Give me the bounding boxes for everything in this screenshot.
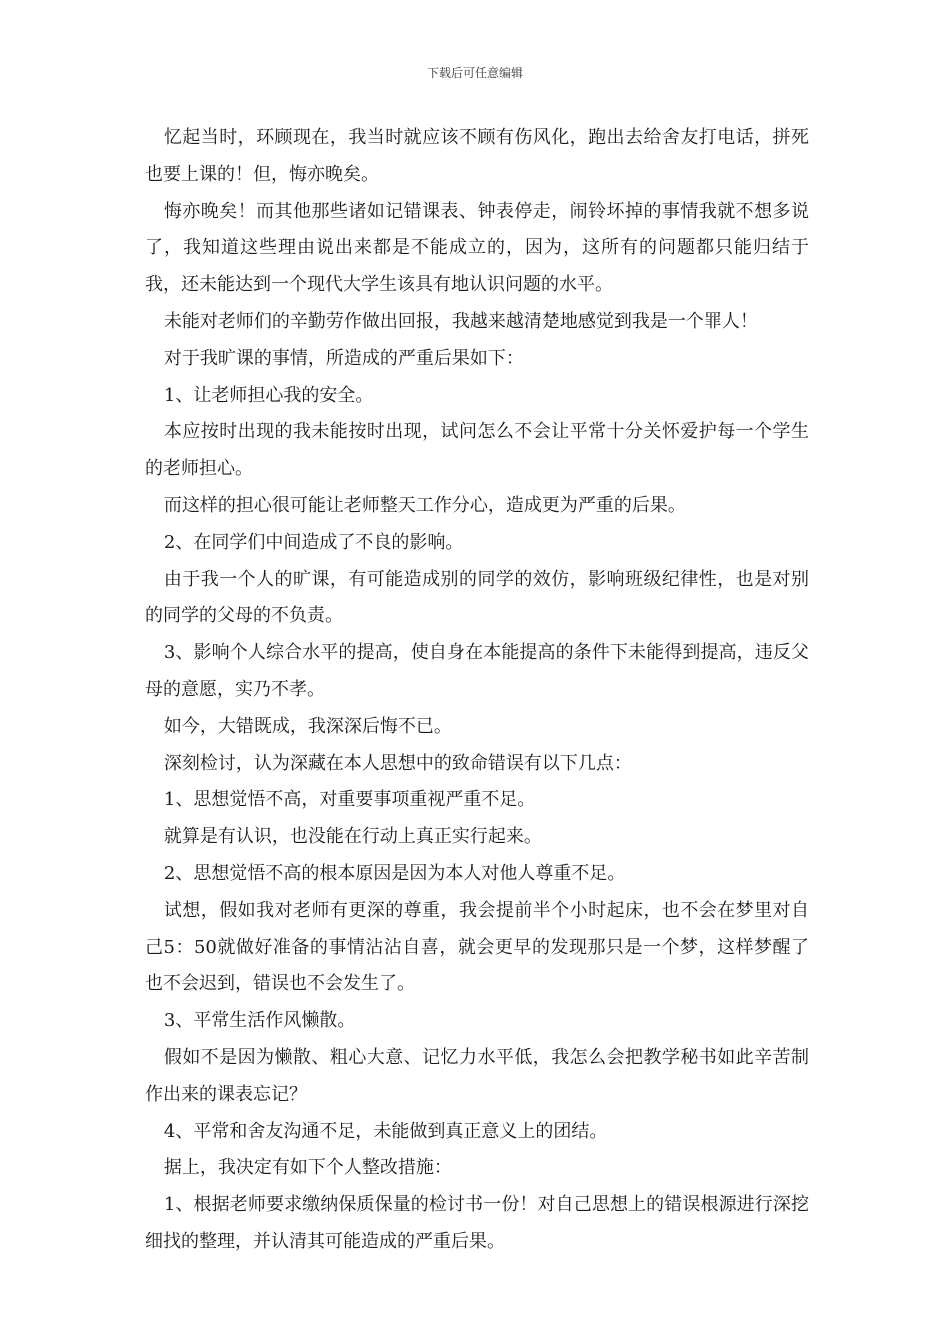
- paragraph: 假如不是因为懒散、粗心大意、记忆力水平低，我怎么会把教学秘书如此辛苦制作出来的课表忘记？: [145, 1046, 809, 1105]
- paragraph: 而这样的担心很可能让老师整天工作分心，造成更为严重的后果。: [163, 494, 686, 516]
- paragraph: 忆起当时，环顾现在，我当时就应该不顾有伤风化，跑出去给舍友打电话，拼死也要上课的！但，悔亦晚矣。: [145, 127, 809, 185]
- paragraph: 1、思想觉悟不高，对重要事项重视严重不足。: [163, 789, 536, 811]
- paragraph: 1、让老师担心我的安全。: [163, 384, 374, 406]
- paragraph: 3、影响个人综合水平的提高，使自身在本能提高的条件下未能得到提高，违反父母的意愿，实乃不孝。: [145, 642, 809, 700]
- paragraph: 就算是有认识，也没能在行动上真正实行起来。: [163, 826, 542, 848]
- page-header: 下载后可任意编辑: [426, 66, 523, 80]
- paragraph: 试想，假如我对老师有更深的尊重，我会提前半个小时起床，也不会在梦里对自己5：50就做好准备的事情沾沾自喜，就会更早的发现那只是一个梦，这样梦醒了也不会迟到，错误也不会发生了。: [145, 899, 809, 995]
- paragraph: 1、根据老师要求缴纳保质保量的检讨书一份！对自己思想上的错误根源进行深挖细找的整理，并认清其可能造成的严重后果。: [145, 1194, 809, 1252]
- document-body: [145, 120, 809, 1261]
- paragraph: 据上，我决定有如下个人整改措施：: [163, 1157, 452, 1179]
- paragraph: 4、平常和舍友沟通不足，未能做到真正意义上的团结。: [163, 1120, 608, 1142]
- paragraph: 如今，大错既成，我深深后悔不已。: [163, 715, 452, 737]
- paragraph: 由于我一个人的旷课，有可能造成别的同学的效仿，影响班级纪律性，也是对别的同学的父母的不负责。: [145, 568, 809, 627]
- paragraph: 悔亦晚矣！而其他那些诸如记错课表、钟表停走，闹铃坏掉的事情我就不想多说了，我知道这些理由说出来都是不能成立的，因为，这所有的问题都只能归结于我，还未能达到一个现代大学生该具有地认识问题的水平。: [145, 200, 809, 296]
- paragraph: 本应按时出现的我未能按时出现，试问怎么不会让平常十分关怀爱护每一个学生的老师担心。: [145, 421, 809, 480]
- paragraph: 未能对老师们的辛勤劳作做出回报，我越来越清楚地感觉到我是一个罪人！: [163, 310, 758, 332]
- paragraph: 2、在同学们中间造成了不良的影响。: [163, 531, 464, 553]
- paragraph: 深刻检讨，认为深藏在本人思想中的致命错误有以下几点：: [163, 752, 632, 774]
- paragraph: 3、平常生活作风懒散。: [163, 1010, 356, 1032]
- paragraph: 2、思想觉悟不高的根本原因是因为本人对他人尊重不足。: [163, 862, 626, 884]
- paragraph: 对于我旷课的事情，所造成的严重后果如下：: [163, 347, 524, 369]
